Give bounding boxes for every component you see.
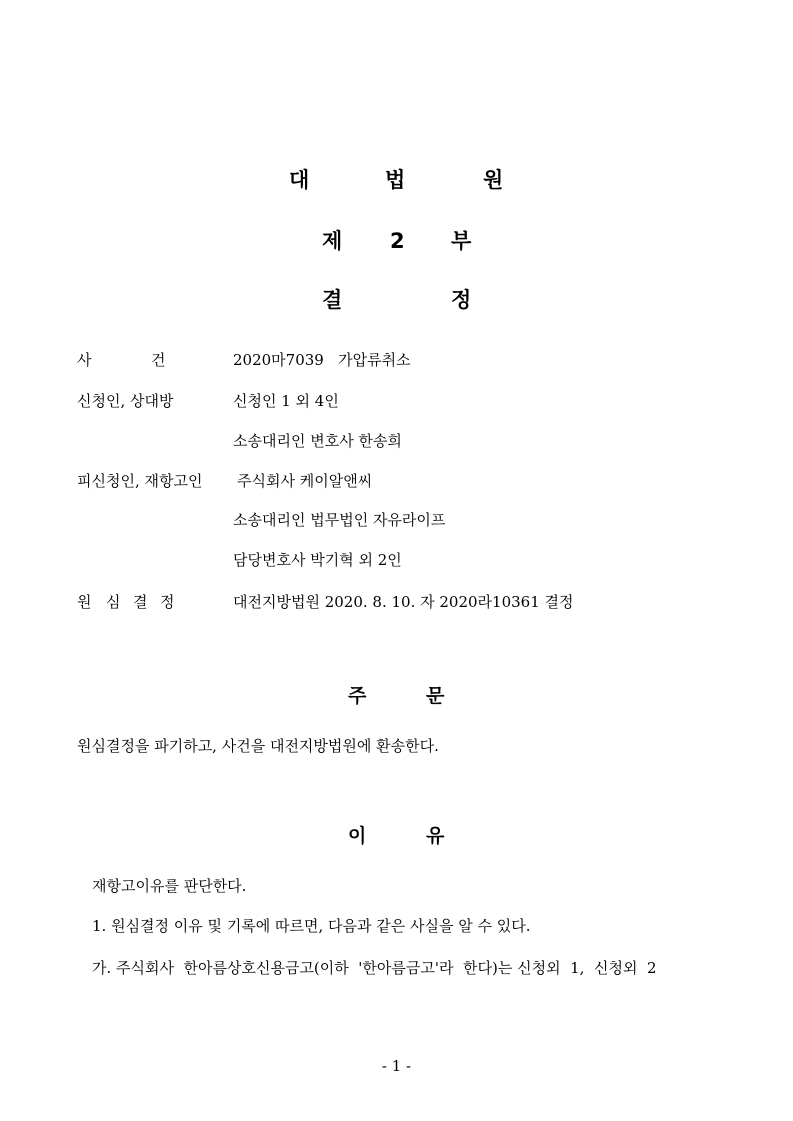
division-title-char-1: 제 [322,229,343,253]
division-title-char-2: 2 [390,229,405,253]
case-label-char-2: 건 [151,351,166,369]
case-number: 2020마7039 가압류취소 [233,351,411,369]
order-text: 원심결정을 파기하고, 사건을 대전지방법원에 환송한다. [77,737,439,755]
reasons-paragraph-1: 1. 원심결정 이유 및 기록에 따르면, 다음과 같은 사실을 알 수 있다. [92,917,531,935]
respondent-agent: 소송대리인 법무법인 자유라이프 [233,511,446,529]
original-label-char-2: 심 [106,593,121,611]
document-type-char-2: 정 [451,288,472,312]
order-title-char-1: 주 [348,685,367,707]
case-label-char-1: 사 [77,351,92,369]
reasons-title-char-2: 유 [426,825,445,847]
court-title-char-1: 대 [289,168,310,192]
reasons-title-char-1: 이 [348,825,367,847]
original-decision-value: 대전지방법원 2020. 8. 10. 자 2020라10361 결정 [233,593,574,611]
court-title-char-3: 원 [483,168,504,192]
respondent-lawyers: 담당변호사 박기혁 외 2인 [233,551,402,569]
original-label-char-3: 결 [133,593,148,611]
respondent-value: 주식회사 케이알앤씨 [237,472,373,490]
original-label-char-4: 정 [160,593,175,611]
respondent-label: 피신청인, 재항고인 [77,472,203,490]
court-title-char-2: 법 [385,168,406,192]
division-title-char-3: 부 [451,229,472,253]
original-label-char-1: 원 [77,593,92,611]
reasons-paragraph-2: 가. 주식회사 한아름상호신용금고(이하 '한아름금고'라 한다)는 신청외 1, 신청외 2 [92,959,657,977]
applicant-agent: 소송대리인 변호사 한송희 [233,432,402,450]
document-type-char-1: 결 [322,288,343,312]
applicant-label: 신청인, 상대방 [77,392,174,410]
applicant-value: 신청인 1 외 4인 [233,392,339,410]
page-number: - 1 - [381,1057,412,1075]
order-title-char-2: 문 [426,685,445,707]
reasons-intro: 재항고이유를 판단한다. [92,877,247,895]
